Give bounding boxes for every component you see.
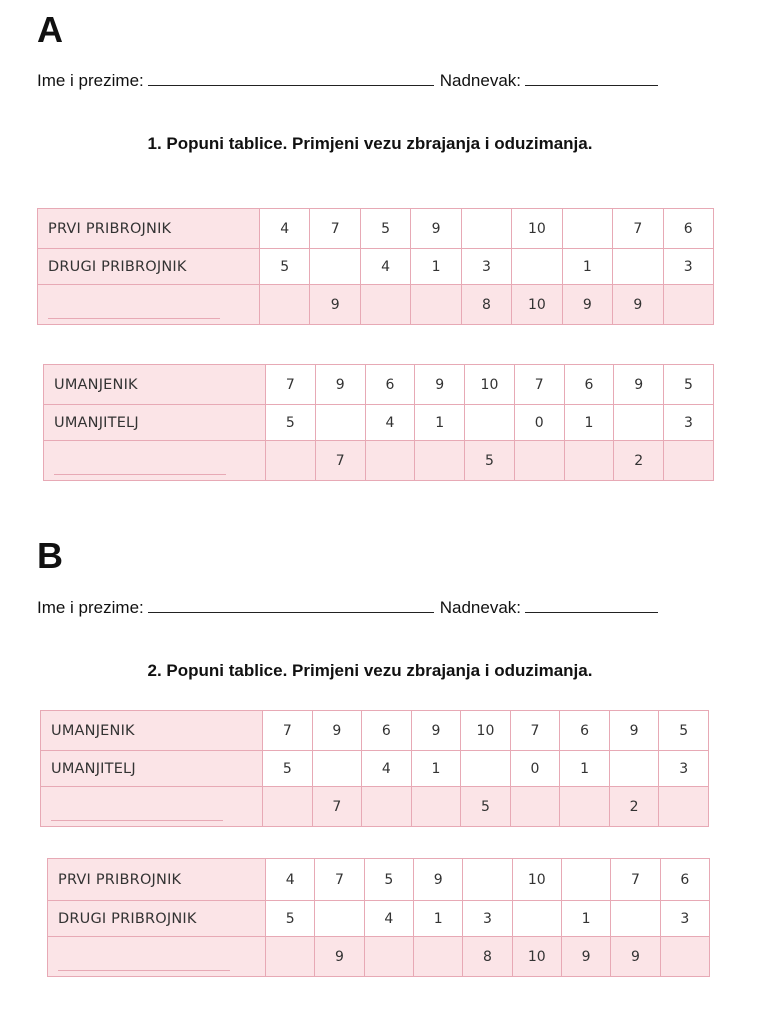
number-cell: 9 bbox=[415, 365, 465, 405]
number-cell: 9 bbox=[310, 285, 360, 325]
number-cell: 7 bbox=[315, 441, 365, 481]
empty-cell[interactable] bbox=[260, 285, 310, 325]
number-cell: 9 bbox=[411, 209, 461, 249]
number-cell: 1 bbox=[411, 249, 461, 285]
number-cell: 2 bbox=[614, 441, 664, 481]
empty-cell[interactable] bbox=[512, 249, 562, 285]
number-cell: 9 bbox=[611, 937, 660, 977]
number-cell: 5 bbox=[364, 859, 413, 901]
empty-cell[interactable] bbox=[315, 901, 364, 937]
number-cell: 0 bbox=[514, 405, 564, 441]
date-field[interactable] bbox=[525, 598, 658, 613]
number-cell: 10 bbox=[465, 365, 515, 405]
number-cell: 6 bbox=[365, 365, 415, 405]
name-field[interactable] bbox=[148, 71, 434, 86]
result-label-blank bbox=[44, 441, 266, 481]
number-cell: 5 bbox=[266, 901, 315, 937]
empty-cell[interactable] bbox=[310, 249, 360, 285]
empty-cell[interactable] bbox=[411, 285, 461, 325]
number-cell: 3 bbox=[663, 249, 713, 285]
name-field[interactable] bbox=[148, 598, 434, 613]
number-cell: 6 bbox=[564, 365, 614, 405]
number-cell: 5 bbox=[465, 441, 515, 481]
number-cell: 9 bbox=[561, 937, 610, 977]
empty-cell[interactable] bbox=[263, 787, 313, 827]
empty-cell[interactable] bbox=[609, 751, 659, 787]
number-cell: 3 bbox=[660, 901, 709, 937]
empty-cell[interactable] bbox=[360, 285, 410, 325]
number-cell: 7 bbox=[510, 711, 560, 751]
empty-cell[interactable] bbox=[364, 937, 413, 977]
number-cell: 9 bbox=[315, 937, 364, 977]
number-cell: 10 bbox=[512, 209, 562, 249]
number-cell: 4 bbox=[360, 249, 410, 285]
number-cell: 1 bbox=[411, 751, 461, 787]
task-instruction-2: 2. Popuni tablice. Primjeni vezu zbrajanja i oduzimanja. bbox=[147, 661, 593, 680]
addition-table bbox=[47, 858, 710, 977]
number-cell: 5 bbox=[664, 365, 714, 405]
row-label: PRVI PRIBROJNIK bbox=[38, 209, 260, 249]
empty-cell[interactable] bbox=[415, 441, 465, 481]
row-label: DRUGI PRIBROJNIK bbox=[38, 249, 260, 285]
table-row bbox=[41, 787, 709, 827]
empty-cell[interactable] bbox=[461, 751, 511, 787]
number-cell: 3 bbox=[463, 901, 512, 937]
number-cell: 1 bbox=[560, 751, 610, 787]
empty-cell[interactable] bbox=[266, 441, 316, 481]
subtraction-table bbox=[43, 364, 714, 481]
number-cell: 1 bbox=[561, 901, 610, 937]
addition-table bbox=[37, 208, 714, 325]
number-cell: 1 bbox=[562, 249, 612, 285]
row-label: UMANJITELJ bbox=[44, 405, 266, 441]
table-row bbox=[38, 249, 714, 285]
answer-line[interactable] bbox=[58, 956, 230, 971]
empty-cell[interactable] bbox=[512, 901, 561, 937]
empty-cell[interactable] bbox=[660, 937, 709, 977]
number-cell: 7 bbox=[613, 209, 663, 249]
number-cell: 9 bbox=[312, 711, 362, 751]
number-cell: 5 bbox=[263, 751, 313, 787]
table-row bbox=[44, 405, 714, 441]
number-cell: 5 bbox=[260, 249, 310, 285]
row-label: UMANJENIK bbox=[41, 711, 263, 751]
number-cell: 4 bbox=[362, 751, 412, 787]
empty-cell[interactable] bbox=[411, 787, 461, 827]
table-row bbox=[44, 365, 714, 405]
empty-cell[interactable] bbox=[564, 441, 614, 481]
empty-cell[interactable] bbox=[461, 209, 511, 249]
answer-line[interactable] bbox=[48, 304, 220, 319]
number-cell: 6 bbox=[560, 711, 610, 751]
table-row bbox=[41, 711, 709, 751]
date-label: Nadnevak: bbox=[439, 71, 522, 90]
table-row bbox=[48, 859, 710, 901]
number-cell: 5 bbox=[360, 209, 410, 249]
number-cell: 7 bbox=[312, 787, 362, 827]
number-cell: 4 bbox=[365, 405, 415, 441]
number-cell: 3 bbox=[664, 405, 714, 441]
number-cell: 9 bbox=[613, 285, 663, 325]
number-cell: 7 bbox=[611, 859, 660, 901]
empty-cell[interactable] bbox=[614, 405, 664, 441]
number-cell: 4 bbox=[364, 901, 413, 937]
empty-cell[interactable] bbox=[561, 859, 610, 901]
row-label: UMANJENIK bbox=[44, 365, 266, 405]
number-cell: 2 bbox=[609, 787, 659, 827]
empty-cell[interactable] bbox=[266, 937, 315, 977]
row-label: UMANJITELJ bbox=[41, 751, 263, 787]
empty-cell[interactable] bbox=[413, 937, 462, 977]
name-date-line-a bbox=[37, 71, 664, 89]
empty-cell[interactable] bbox=[362, 787, 412, 827]
number-cell: 10 bbox=[512, 937, 561, 977]
number-cell: 9 bbox=[411, 711, 461, 751]
table-row bbox=[44, 441, 714, 481]
number-cell: 0 bbox=[510, 751, 560, 787]
empty-cell[interactable] bbox=[659, 787, 709, 827]
empty-cell[interactable] bbox=[664, 441, 714, 481]
section-letter-a: A bbox=[37, 9, 63, 50]
result-label-blank bbox=[41, 787, 263, 827]
name-label: Ime i prezime: bbox=[37, 71, 144, 90]
number-cell: 5 bbox=[266, 405, 316, 441]
number-cell: 7 bbox=[263, 711, 313, 751]
number-cell: 9 bbox=[614, 365, 664, 405]
number-cell: 3 bbox=[461, 249, 511, 285]
row-label: PRVI PRIBROJNIK bbox=[48, 859, 266, 901]
number-cell: 8 bbox=[461, 285, 511, 325]
empty-cell[interactable] bbox=[663, 285, 713, 325]
row-label: DRUGI PRIBROJNIK bbox=[48, 901, 266, 937]
number-cell: 9 bbox=[609, 711, 659, 751]
number-cell: 4 bbox=[266, 859, 315, 901]
table-row bbox=[38, 209, 714, 249]
number-cell: 1 bbox=[415, 405, 465, 441]
table-row bbox=[38, 285, 714, 325]
number-cell: 1 bbox=[564, 405, 614, 441]
number-cell: 10 bbox=[461, 711, 511, 751]
empty-cell[interactable] bbox=[315, 405, 365, 441]
number-cell: 5 bbox=[659, 711, 709, 751]
number-cell: 7 bbox=[315, 859, 364, 901]
empty-cell[interactable] bbox=[514, 441, 564, 481]
empty-cell[interactable] bbox=[463, 859, 512, 901]
table-row bbox=[48, 901, 710, 937]
number-cell: 5 bbox=[461, 787, 511, 827]
empty-cell[interactable] bbox=[510, 787, 560, 827]
table-row bbox=[48, 937, 710, 977]
number-cell: 4 bbox=[260, 209, 310, 249]
number-cell: 9 bbox=[413, 859, 462, 901]
number-cell: 8 bbox=[463, 937, 512, 977]
number-cell: 1 bbox=[413, 901, 462, 937]
empty-cell[interactable] bbox=[611, 901, 660, 937]
empty-cell[interactable] bbox=[465, 405, 515, 441]
empty-cell[interactable] bbox=[562, 209, 612, 249]
name-label: Ime i prezime: bbox=[37, 598, 144, 617]
answer-line[interactable] bbox=[51, 806, 223, 821]
number-cell: 6 bbox=[663, 209, 713, 249]
number-cell: 6 bbox=[660, 859, 709, 901]
number-cell: 6 bbox=[362, 711, 412, 751]
name-date-line-b bbox=[37, 598, 664, 616]
number-cell: 9 bbox=[562, 285, 612, 325]
empty-cell[interactable] bbox=[560, 787, 610, 827]
result-label-blank bbox=[48, 937, 266, 977]
number-cell: 10 bbox=[512, 859, 561, 901]
task-instruction-1: 1. Popuni tablice. Primjeni vezu zbrajanja i oduzimanja. bbox=[147, 134, 593, 153]
answer-line[interactable] bbox=[54, 460, 226, 475]
date-field[interactable] bbox=[525, 71, 658, 86]
number-cell: 7 bbox=[514, 365, 564, 405]
date-label: Nadnevak: bbox=[439, 598, 522, 617]
section-letter-b: B bbox=[37, 535, 63, 576]
number-cell: 10 bbox=[512, 285, 562, 325]
number-cell: 7 bbox=[310, 209, 360, 249]
result-label-blank bbox=[38, 285, 260, 325]
empty-cell[interactable] bbox=[365, 441, 415, 481]
number-cell: 7 bbox=[266, 365, 316, 405]
table-row bbox=[41, 751, 709, 787]
number-cell: 3 bbox=[659, 751, 709, 787]
subtraction-table bbox=[40, 710, 709, 827]
empty-cell[interactable] bbox=[613, 249, 663, 285]
number-cell: 9 bbox=[315, 365, 365, 405]
empty-cell[interactable] bbox=[312, 751, 362, 787]
